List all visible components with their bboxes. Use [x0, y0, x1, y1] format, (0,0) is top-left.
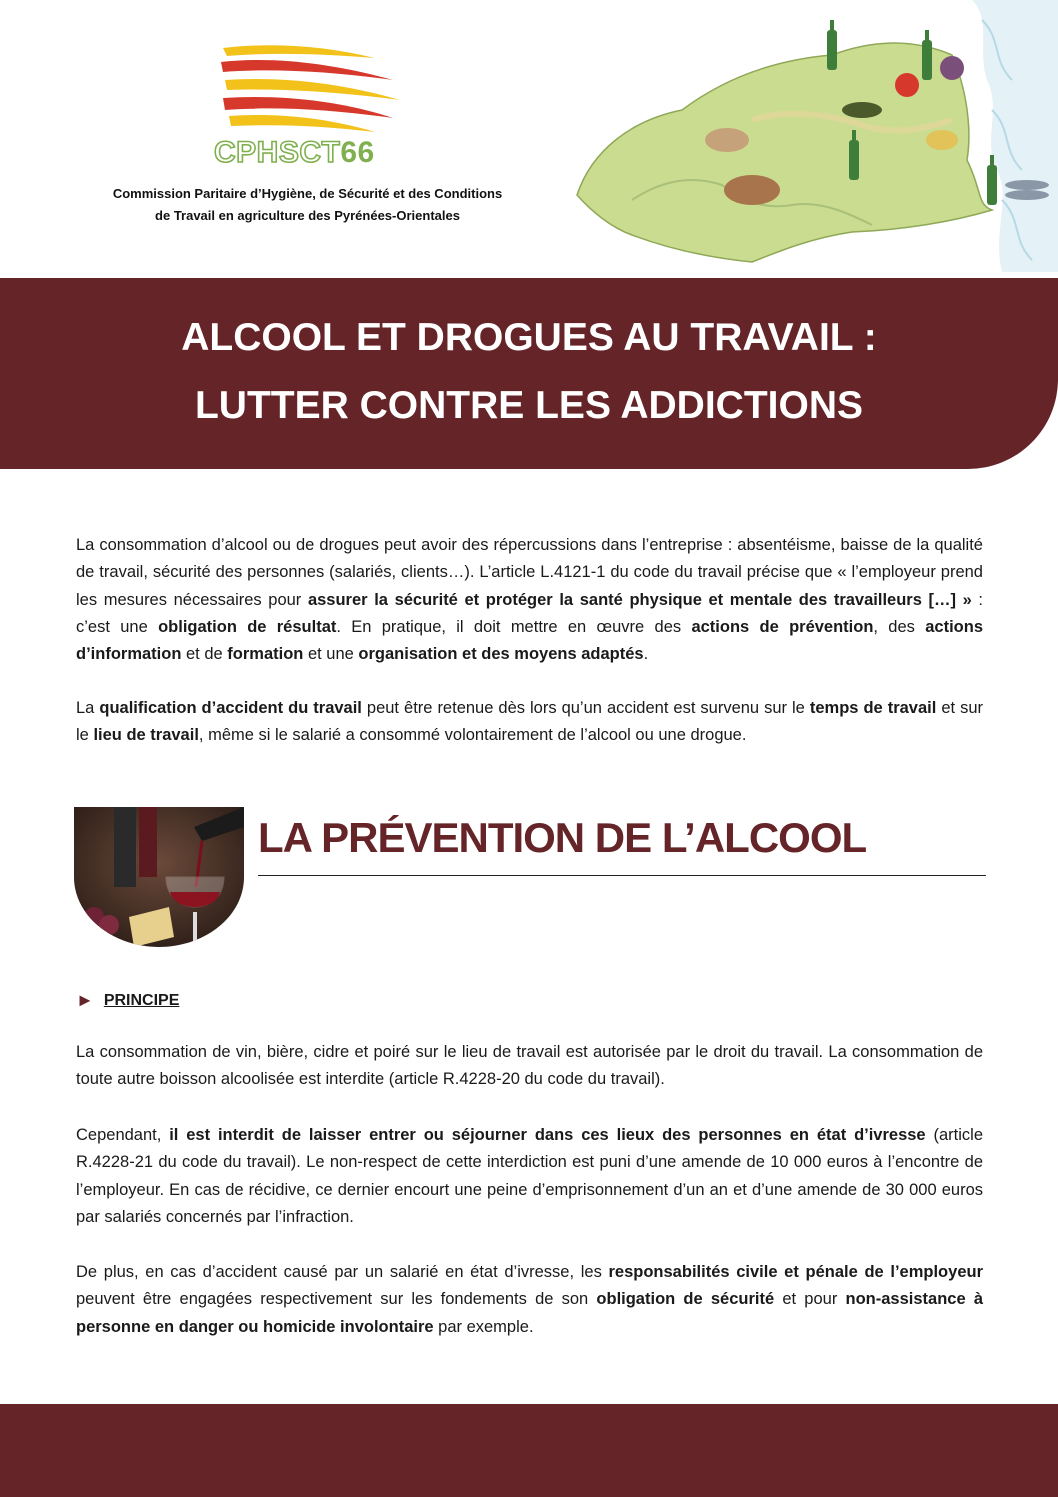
pyrenees-orientales-map-icon — [572, 0, 1058, 272]
text-run: peut être retenue dès lors qu’un accident est survenu sur le — [361, 699, 810, 717]
bold-text-run: actions d’information — [76, 617, 984, 664]
section-divider — [258, 875, 986, 876]
section-paragraph-3 — [76, 1259, 983, 1341]
section-title: LA PRÉVENTION DE L’ALCOOL — [258, 814, 867, 861]
intro-paragraph-1 — [76, 532, 983, 668]
text-run: De plus, en cas d’accident causé par un salarié en état d’ivresse, les — [76, 1263, 609, 1281]
organization-name — [80, 183, 535, 227]
text-run: (article R.4228-21 du code du travail). Le non-respect de cette interdiction est puni d’une amende de 10 000 euros à l’encontre de l’employeur. En cas de récidive, ce dernier encourt une peine d’emprisonnement d’un an et d’une amende de 30 000 euros par salariés concernés par l’infraction. — [76, 1126, 984, 1226]
text-run: et sur le — [76, 699, 984, 745]
title-banner — [0, 278, 1058, 469]
bold-text-run: obligation de résultat — [158, 617, 337, 636]
section-paragraph-1 — [76, 1039, 983, 1094]
text-run: et une — [303, 645, 359, 664]
text-run: : c’est une — [76, 590, 984, 636]
org-name-line-2: de Travail en agriculture des Pyrénées-Orientales — [155, 208, 460, 223]
title-line-1: ALCOOL ET DROGUES AU TRAVAIL : — [181, 316, 877, 359]
text-run: peuvent être engagées respectivement sur les fondements de son — [76, 1290, 597, 1309]
text-run: . — [643, 645, 649, 664]
text-run: et de — [181, 645, 228, 664]
intro-paragraph-2 — [76, 695, 983, 750]
org-name-line-1: Commission Paritaire d’Hygiène, de Sécurité et des Conditions — [112, 186, 503, 201]
bold-text-run: qualification d’accident du travail — [99, 699, 362, 717]
logo-stripes-icon — [215, 40, 405, 135]
bold-text-run: lieu de travail — [93, 726, 199, 745]
logo-wordmark: CPHSCT66 — [214, 136, 375, 169]
bold-text-run: responsabilités civile et pénale de l’employeur — [608, 1263, 983, 1281]
wine-glass-photo-icon — [74, 807, 244, 947]
subheading-label: PRINCIPE — [103, 991, 180, 1009]
title-line-2: LUTTER CONTRE LES ADDICTIONS — [194, 384, 864, 427]
text-run: . En pratique, il doit mettre en œuvre des — [336, 617, 692, 636]
document-title — [0, 304, 1058, 440]
bold-text-run: non-assistance à personne en danger ou homicide involontaire — [76, 1290, 984, 1336]
text-run: Cependant, — [76, 1126, 170, 1144]
text-run: par exemple. — [433, 1317, 534, 1336]
bold-text-run: actions de prévention — [691, 617, 874, 636]
section-paragraph-2 — [76, 1122, 983, 1231]
text-run: , des — [873, 617, 926, 636]
text-run: , même si le salarié a consommé volontairement de l’alcool ou une drogue. — [198, 726, 747, 745]
subheading-principe — [76, 990, 179, 1011]
bold-text-run: formation — [227, 645, 304, 664]
text-run: et pour — [774, 1290, 846, 1309]
text-run: La — [76, 699, 100, 717]
bold-text-run: temps de travail — [809, 699, 937, 717]
bold-text-run: assurer la sécurité et protéger la santé physique et mentale des travailleurs […] » — [307, 590, 972, 609]
text-run: La consommation de vin, bière, cidre et poiré sur le lieu de travail est autorisée par le droit du travail. La consommation de toute autre boisson alcoolisée est interdite (article R.4228-20 du code du travail). — [76, 1043, 983, 1089]
triangle-right-icon: ► — [76, 990, 94, 1010]
bold-text-run: obligation de sécurité — [596, 1290, 775, 1309]
bold-text-run: organisation et des moyens adaptés — [358, 645, 644, 664]
footer-bar — [0, 1404, 1058, 1497]
text-run: La consommation d’alcool ou de drogues peut avoir des répercussions dans l’entreprise : absentéisme, baisse de la qualité de travail, sécurité des personnes (salariés, clients…). L’article L.4121-1 du code du travail précise que « l’employeur prend les mesures nécessaires pour — [76, 536, 983, 609]
bold-text-run: il est interdit de laisser entrer ou séjourner dans ces lieux des personnes en état d’ivresse — [169, 1126, 926, 1144]
